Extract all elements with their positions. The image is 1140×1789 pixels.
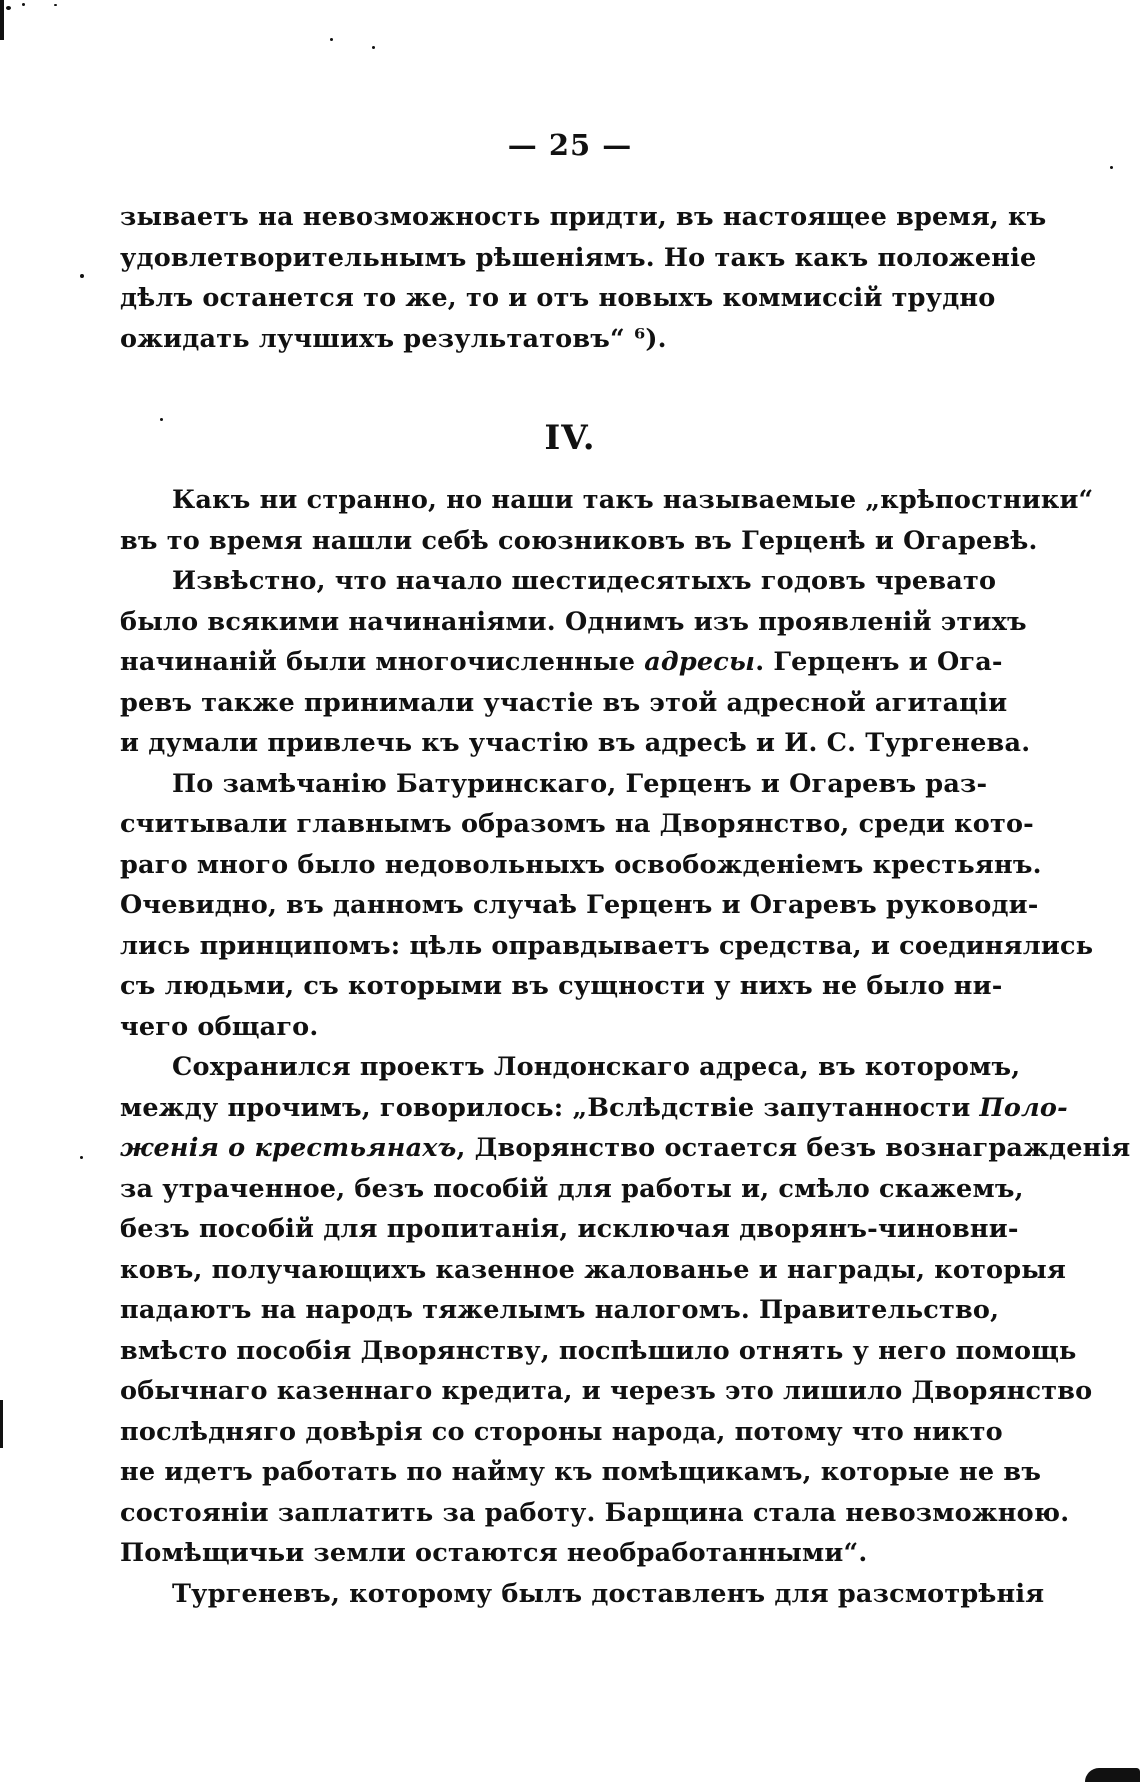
- page-number: — 25 —: [507, 128, 633, 162]
- text-line: вмѣсто пособія Дворянству, поспѣшило отнять у него помощь: [120, 1335, 1077, 1366]
- italic-emphasis: Поло-: [979, 1092, 1068, 1123]
- text-line: лись принципомъ: цѣль оправдываетъ средства, и соединялись: [120, 930, 1094, 961]
- text-line: ожидать лучшихъ результатовъ“ ⁶).: [120, 323, 667, 354]
- scan-edge-mark: [0, 0, 4, 40]
- text-line: дѣлъ останется то же, то и отъ новыхъ коммиссій трудно: [120, 283, 996, 313]
- text-line: чего общаго.: [120, 1011, 319, 1042]
- section-body: [120, 480, 1131, 1614]
- text-line: Помѣщичьи земли остаются необработанными“.: [120, 1538, 868, 1568]
- text-line: безъ пособій для пропитанія, исключая дворянъ-чиновни-: [120, 1214, 1019, 1244]
- text-line: ковъ, получающихъ казенное жалованье и награды, которыя: [120, 1254, 1067, 1285]
- text-line: Какъ ни странно, но наши такъ называемые „крѣпостники“: [172, 485, 1094, 515]
- text-line: Сохранился проектъ Лондонскаго адреса, въ которомъ,: [172, 1052, 1021, 1082]
- scan-speck: [6, 6, 11, 10]
- text-line: между прочимъ, говорилось: „Вслѣдствіе запутанности Поло-: [120, 1092, 1068, 1123]
- text-line: ревъ также принимали участіе въ этой адресной агитаціи: [120, 687, 1008, 718]
- scan-speck: [330, 38, 333, 41]
- text-line: и думали привлечь къ участію въ адресѣ и И. С. Тургенева.: [120, 728, 1031, 758]
- text-line: за утраченное, безъ пособій для работы и, смѣло скажемъ,: [120, 1173, 1024, 1204]
- text-line: считывали главнымъ образомъ на Дворянство, среди кото-: [120, 809, 1034, 839]
- scan-speck: [22, 3, 25, 6]
- scan-edge-mark: [0, 1400, 3, 1448]
- text-line: женія о крестьянахъ, Дворянство остается безъ вознагражденія: [120, 1133, 1131, 1163]
- italic-emphasis: адресы: [644, 647, 756, 677]
- scan-speck: [372, 46, 375, 49]
- text-line: съ людьми, съ которыми въ сущности у нихъ не было ни-: [120, 971, 1003, 1001]
- text-line: раго много было недовольныхъ освобожденіемъ крестьянъ.: [120, 849, 1042, 880]
- text-line: послѣдняго довѣрія со стороны народа, потому что никто: [120, 1416, 1003, 1447]
- scan-speck: [80, 274, 84, 278]
- italic-emphasis: женія о крестьянахъ: [120, 1133, 457, 1163]
- text-line: падаютъ на народъ тяжелымъ налогомъ. Правительство,: [120, 1295, 1000, 1325]
- scan-speck: [1110, 166, 1113, 169]
- section-heading: IV.: [544, 418, 596, 458]
- text-line: По замѣчанію Батуринскаго, Герценъ и Огаревъ раз-: [172, 768, 988, 799]
- text-line: Тургеневъ, которому былъ доставленъ для разсмотрѣнія: [172, 1578, 1045, 1609]
- text-line: удовлетворительнымъ рѣшеніямъ. Но такъ какъ положеніе: [120, 242, 1037, 273]
- text-line: Очевидно, въ данномъ случаѣ Герценъ и Огаревъ руководи-: [120, 890, 1039, 920]
- scan-speck: [80, 1156, 83, 1159]
- text-line: состояніи заплатить за работу. Барщина стала невозможною.: [120, 1497, 1070, 1528]
- text-line: начинаній были многочисленные адресы. Герценъ и Ога-: [120, 647, 1003, 677]
- text-line: не идетъ работать по найму къ помѣщикамъ, которые не въ: [120, 1457, 1042, 1487]
- scan-speck: [54, 4, 57, 6]
- scan-edge-mark: [1085, 1768, 1140, 1782]
- continuation-paragraph: [120, 197, 1047, 359]
- text-line: въ то время нашли себѣ союзниковъ въ Герценѣ и Огаревѣ.: [120, 525, 1038, 556]
- text-line: обычнаго казеннаго кредита, и черезъ это лишило Дворянство: [120, 1376, 1093, 1406]
- text-line: Извѣстно, что начало шестидесятыхъ годовъ чревато: [172, 566, 997, 596]
- text-line: зываетъ на невозможность придти, въ настоящее время, къ: [120, 202, 1047, 232]
- text-line: было всякими начинаніями. Однимъ изъ проявленій этихъ: [120, 606, 1027, 637]
